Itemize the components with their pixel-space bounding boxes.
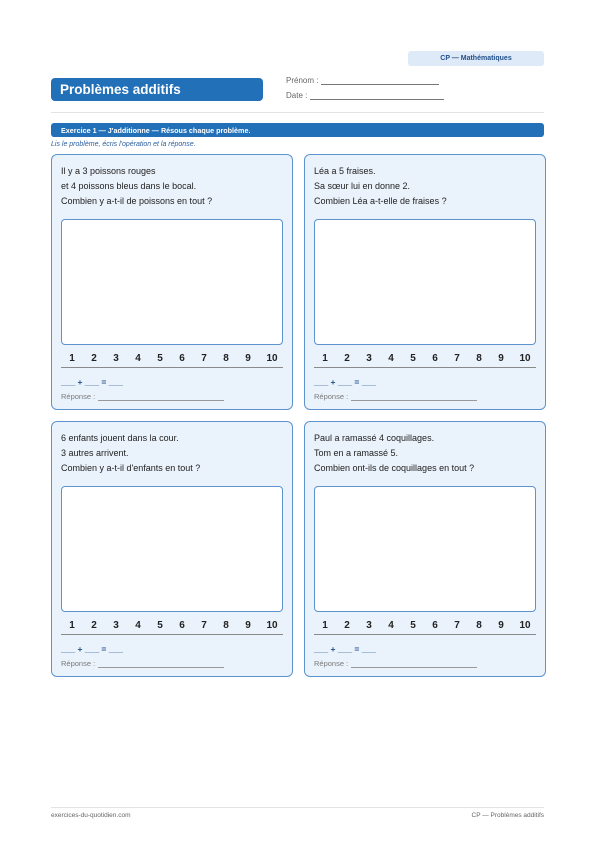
number-line xyxy=(314,353,536,368)
subject-badge: CP — Mathématiques xyxy=(408,51,544,66)
page-title: Problèmes additifs xyxy=(51,78,263,101)
number-line-number: 2 xyxy=(91,620,97,631)
number-line-number: 4 xyxy=(388,620,394,631)
answer-line[interactable] xyxy=(98,400,224,401)
exercise-instruction: Lis le problème, écris l'opération et la réponse. xyxy=(51,141,196,148)
answer-line[interactable] xyxy=(351,400,477,401)
problem-line: Combien ont-ils de coquillages en tout ? xyxy=(314,463,475,473)
number-line-number: 5 xyxy=(410,353,416,364)
problem-text xyxy=(61,164,212,209)
number-line-number: 7 xyxy=(454,620,460,631)
drawing-area[interactable] xyxy=(314,486,536,612)
problem-line: 3 autres arrivent. xyxy=(61,448,129,458)
answer-label: Réponse : xyxy=(61,659,96,668)
number-line-number: 1 xyxy=(322,353,328,364)
date-field[interactable] xyxy=(286,91,444,100)
number-line-number: 4 xyxy=(135,620,141,631)
number-line-number: 4 xyxy=(388,353,394,364)
problem-card xyxy=(51,154,293,410)
problem-line: Paul a ramassé 4 coquillages. xyxy=(314,433,435,443)
number-line-number: 7 xyxy=(201,353,207,364)
drawing-area[interactable] xyxy=(61,486,283,612)
number-line-number: 3 xyxy=(366,620,372,631)
answer-label: Réponse : xyxy=(61,392,96,401)
number-line-number: 8 xyxy=(223,353,229,364)
problem-text xyxy=(314,431,474,476)
problem-text xyxy=(61,431,200,476)
number-line-number: 9 xyxy=(245,353,251,364)
number-line-number: 6 xyxy=(179,620,185,631)
name-label: Prénom : xyxy=(286,76,319,85)
name-field[interactable] xyxy=(286,76,439,85)
number-line-number: 3 xyxy=(113,620,119,631)
problem-card xyxy=(304,421,546,677)
problem-card xyxy=(304,154,546,410)
number-line-number: 5 xyxy=(157,353,163,364)
problem-line: Léa a 5 fraises. xyxy=(314,166,376,176)
number-line-number: 1 xyxy=(69,620,75,631)
number-line-number: 4 xyxy=(135,353,141,364)
header-divider xyxy=(51,112,544,113)
equation-blanks[interactable]: ___ + ___ = ___ xyxy=(314,644,376,654)
problem-line: Tom en a ramassé 5. xyxy=(314,448,399,458)
problem-line: Sa sœur lui en donne 2. xyxy=(314,181,411,191)
number-line-number: 8 xyxy=(476,620,482,631)
answer-label: Réponse : xyxy=(314,659,349,668)
equation-blanks[interactable]: ___ + ___ = ___ xyxy=(61,644,123,654)
drawing-area[interactable] xyxy=(61,219,283,345)
problem-line: et 4 poissons bleus dans le bocal. xyxy=(61,181,197,191)
number-line-number: 8 xyxy=(223,620,229,631)
footer-title: CP — Problèmes additifs xyxy=(471,812,544,819)
number-line-number: 3 xyxy=(113,353,119,364)
answer-field[interactable] xyxy=(314,392,477,401)
problem-line: Combien y a-t-il de poissons en tout ? xyxy=(61,196,213,206)
number-line-number: 2 xyxy=(344,620,350,631)
date-label: Date : xyxy=(286,91,308,100)
number-line-number: 6 xyxy=(432,353,438,364)
exercise-title-bar: Exercice 1 — J'additionne — Résous chaque problème. xyxy=(51,123,544,137)
number-line xyxy=(61,353,283,368)
answer-field[interactable] xyxy=(314,659,477,668)
number-line-number: 6 xyxy=(432,620,438,631)
number-line-number: 1 xyxy=(69,353,75,364)
number-line-number: 8 xyxy=(476,353,482,364)
number-line xyxy=(314,620,536,635)
problem-line: Il y a 3 poissons rouges xyxy=(61,166,156,176)
problem-line: Combien Léa a-t-elle de fraises ? xyxy=(314,196,447,206)
number-line-number: 2 xyxy=(344,353,350,364)
footer-site: exercices-du-quotidien.com xyxy=(51,812,131,819)
number-line-number: 9 xyxy=(245,620,251,631)
number-line-number: 3 xyxy=(366,353,372,364)
problem-card xyxy=(51,421,293,677)
equation-blanks[interactable]: ___ + ___ = ___ xyxy=(61,377,123,387)
number-line-number: 10 xyxy=(266,620,278,631)
number-line-number: 10 xyxy=(519,620,531,631)
equation-blanks[interactable]: ___ + ___ = ___ xyxy=(314,377,376,387)
answer-line[interactable] xyxy=(351,667,477,668)
number-line xyxy=(61,620,283,635)
answer-line[interactable] xyxy=(98,667,224,668)
number-line-number: 9 xyxy=(498,620,504,631)
number-line-number: 9 xyxy=(498,353,504,364)
answer-field[interactable] xyxy=(61,392,224,401)
number-line-number: 5 xyxy=(157,620,163,631)
answer-field[interactable] xyxy=(61,659,224,668)
answer-label: Réponse : xyxy=(314,392,349,401)
problem-text xyxy=(314,164,447,209)
number-line-number: 1 xyxy=(322,620,328,631)
number-line-number: 7 xyxy=(201,620,207,631)
problem-line: Combien y a-t-il d'enfants en tout ? xyxy=(61,463,201,473)
problem-line: 6 enfants jouent dans la cour. xyxy=(61,433,179,443)
number-line-number: 2 xyxy=(91,353,97,364)
name-line[interactable] xyxy=(321,84,439,85)
number-line-number: 6 xyxy=(179,353,185,364)
number-line-number: 10 xyxy=(519,353,531,364)
footer-divider xyxy=(51,807,544,808)
number-line-number: 10 xyxy=(266,353,278,364)
drawing-area[interactable] xyxy=(314,219,536,345)
number-line-number: 7 xyxy=(454,353,460,364)
number-line-number: 5 xyxy=(410,620,416,631)
date-line[interactable] xyxy=(310,99,444,100)
